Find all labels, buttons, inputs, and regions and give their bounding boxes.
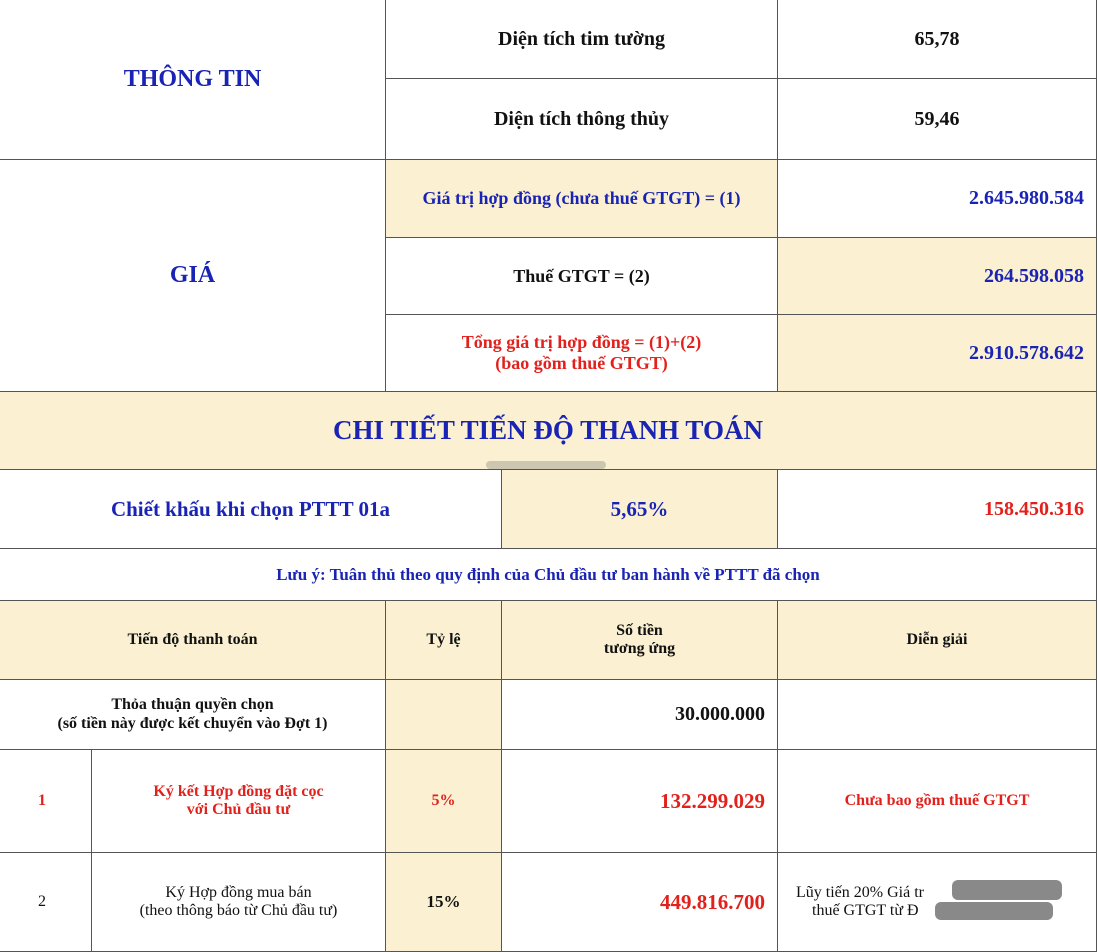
row-1-rate: [385, 749, 502, 853]
header-rate: [385, 600, 502, 680]
vat-label-text: Thuế GTGT = (2): [513, 265, 650, 286]
price-section-text: GIÁ: [169, 261, 216, 288]
row-2-desc: [91, 852, 386, 952]
note-row: [0, 548, 1097, 601]
discount-rate-text: 5,65%: [610, 496, 669, 521]
row-1-desc-line1: Ký kết Hợp đồng đặt cọc: [153, 782, 324, 800]
price-section-label: [0, 159, 386, 392]
row-2-desc-line2: (theo thông báo từ Chủ đầu tư): [139, 902, 338, 919]
header-explain-text: Diễn giải: [906, 630, 968, 648]
row-1-rate-text: 5%: [431, 791, 456, 809]
header-rate-text: Tỷ lệ: [426, 630, 461, 648]
row-1-desc-line2: với Chủ đầu tư: [186, 801, 291, 818]
row-1-amount: [501, 749, 778, 853]
option-amount: [501, 679, 778, 750]
info-section-text: THÔNG TIN: [123, 65, 262, 92]
blur-mark: [486, 461, 606, 469]
total-label-line2: (bao gồm thuế GTGT): [495, 353, 668, 373]
row-2-rate-text: 15%: [426, 892, 461, 912]
option-amount-text: 30.000.000: [675, 703, 765, 725]
wall-area-label: Diện tích tim tường: [498, 27, 665, 50]
row-2-explain-line2: thuế GTGT từ Đ: [812, 902, 919, 919]
row-2-amount: [501, 852, 778, 952]
row-1-no-text: 1: [38, 791, 46, 809]
row-1-explain: [777, 749, 1097, 853]
discount-label-text: Chiết khấu khi chọn PTTT 01a: [110, 496, 391, 521]
contract-value-label-text: Giá trị hợp đồng (chưa thuế GTGT) = (1): [422, 188, 741, 209]
vat-value-text: 264.598.058: [984, 264, 1084, 287]
header-amount: [501, 600, 778, 680]
redaction-smudge-2: [935, 902, 1053, 920]
row-2-rate: [385, 852, 502, 952]
header-progress: [0, 600, 386, 680]
row-1-explain-text: Chưa bao gồm thuế GTGT: [844, 791, 1030, 809]
discount-amount: [777, 469, 1097, 549]
option-explain: [777, 679, 1097, 750]
clear-area-label: Diện tích thông thủy: [493, 107, 670, 130]
total-label: [385, 314, 778, 392]
option-label-line1: Thỏa thuận quyền chọn: [111, 696, 274, 714]
header-explain: [777, 600, 1097, 680]
header-amount-line1: Số tiền: [616, 621, 663, 639]
vat-value: [777, 237, 1097, 315]
option-label-line2: (số tiền này được kết chuyển vào Đợt 1): [57, 714, 328, 732]
wall-area-value: 65,78: [914, 27, 960, 50]
header-progress-text: Tiến độ thanh toán: [127, 630, 258, 648]
contract-value-label: [385, 159, 778, 238]
info-value-wall-area: [777, 0, 1097, 79]
info-label-clear-area: [385, 78, 778, 160]
info-section-label: [0, 0, 386, 160]
note-text: Lưu ý: Tuân thủ theo quy định của Chủ đầu tư ban hành về PTTT đã chọn: [276, 564, 820, 584]
total-label-line1: Tổng giá trị hợp đồng = (1)+(2): [461, 332, 702, 353]
row-1-amount-text: 132.299.029: [660, 788, 765, 813]
info-value-clear-area: [777, 78, 1097, 160]
row-2-desc-line1: Ký Hợp đồng mua bán: [165, 883, 312, 901]
total-value-text: 2.910.578.642: [969, 341, 1084, 364]
row-1-no: [0, 749, 92, 853]
option-rate: [385, 679, 502, 750]
schedule-title-text: CHI TIẾT TIẾN ĐỘ THANH TOÁN: [333, 414, 763, 445]
row-2-no-text: 2: [38, 892, 46, 910]
option-label: [0, 679, 386, 750]
contract-value: [777, 159, 1097, 238]
schedule-title: [0, 391, 1097, 470]
discount-rate: [501, 469, 778, 549]
redaction-smudge-1: [952, 880, 1062, 900]
row-1-desc: [91, 749, 386, 853]
info-label-wall-area: [385, 0, 778, 79]
row-2-explain-line1: Lũy tiến 20% Giá tr: [796, 883, 924, 901]
discount-label: [0, 469, 502, 549]
contract-value-text: 2.645.980.584: [969, 187, 1084, 209]
row-2-no: [0, 852, 92, 952]
vat-label: [385, 237, 778, 315]
discount-amount-text: 158.450.316: [984, 497, 1084, 520]
row-2-amount-text: 449.816.700: [660, 889, 765, 914]
total-value: [777, 314, 1097, 392]
header-amount-line2: tương ứng: [603, 640, 676, 657]
clear-area-value: 59,46: [914, 107, 960, 130]
